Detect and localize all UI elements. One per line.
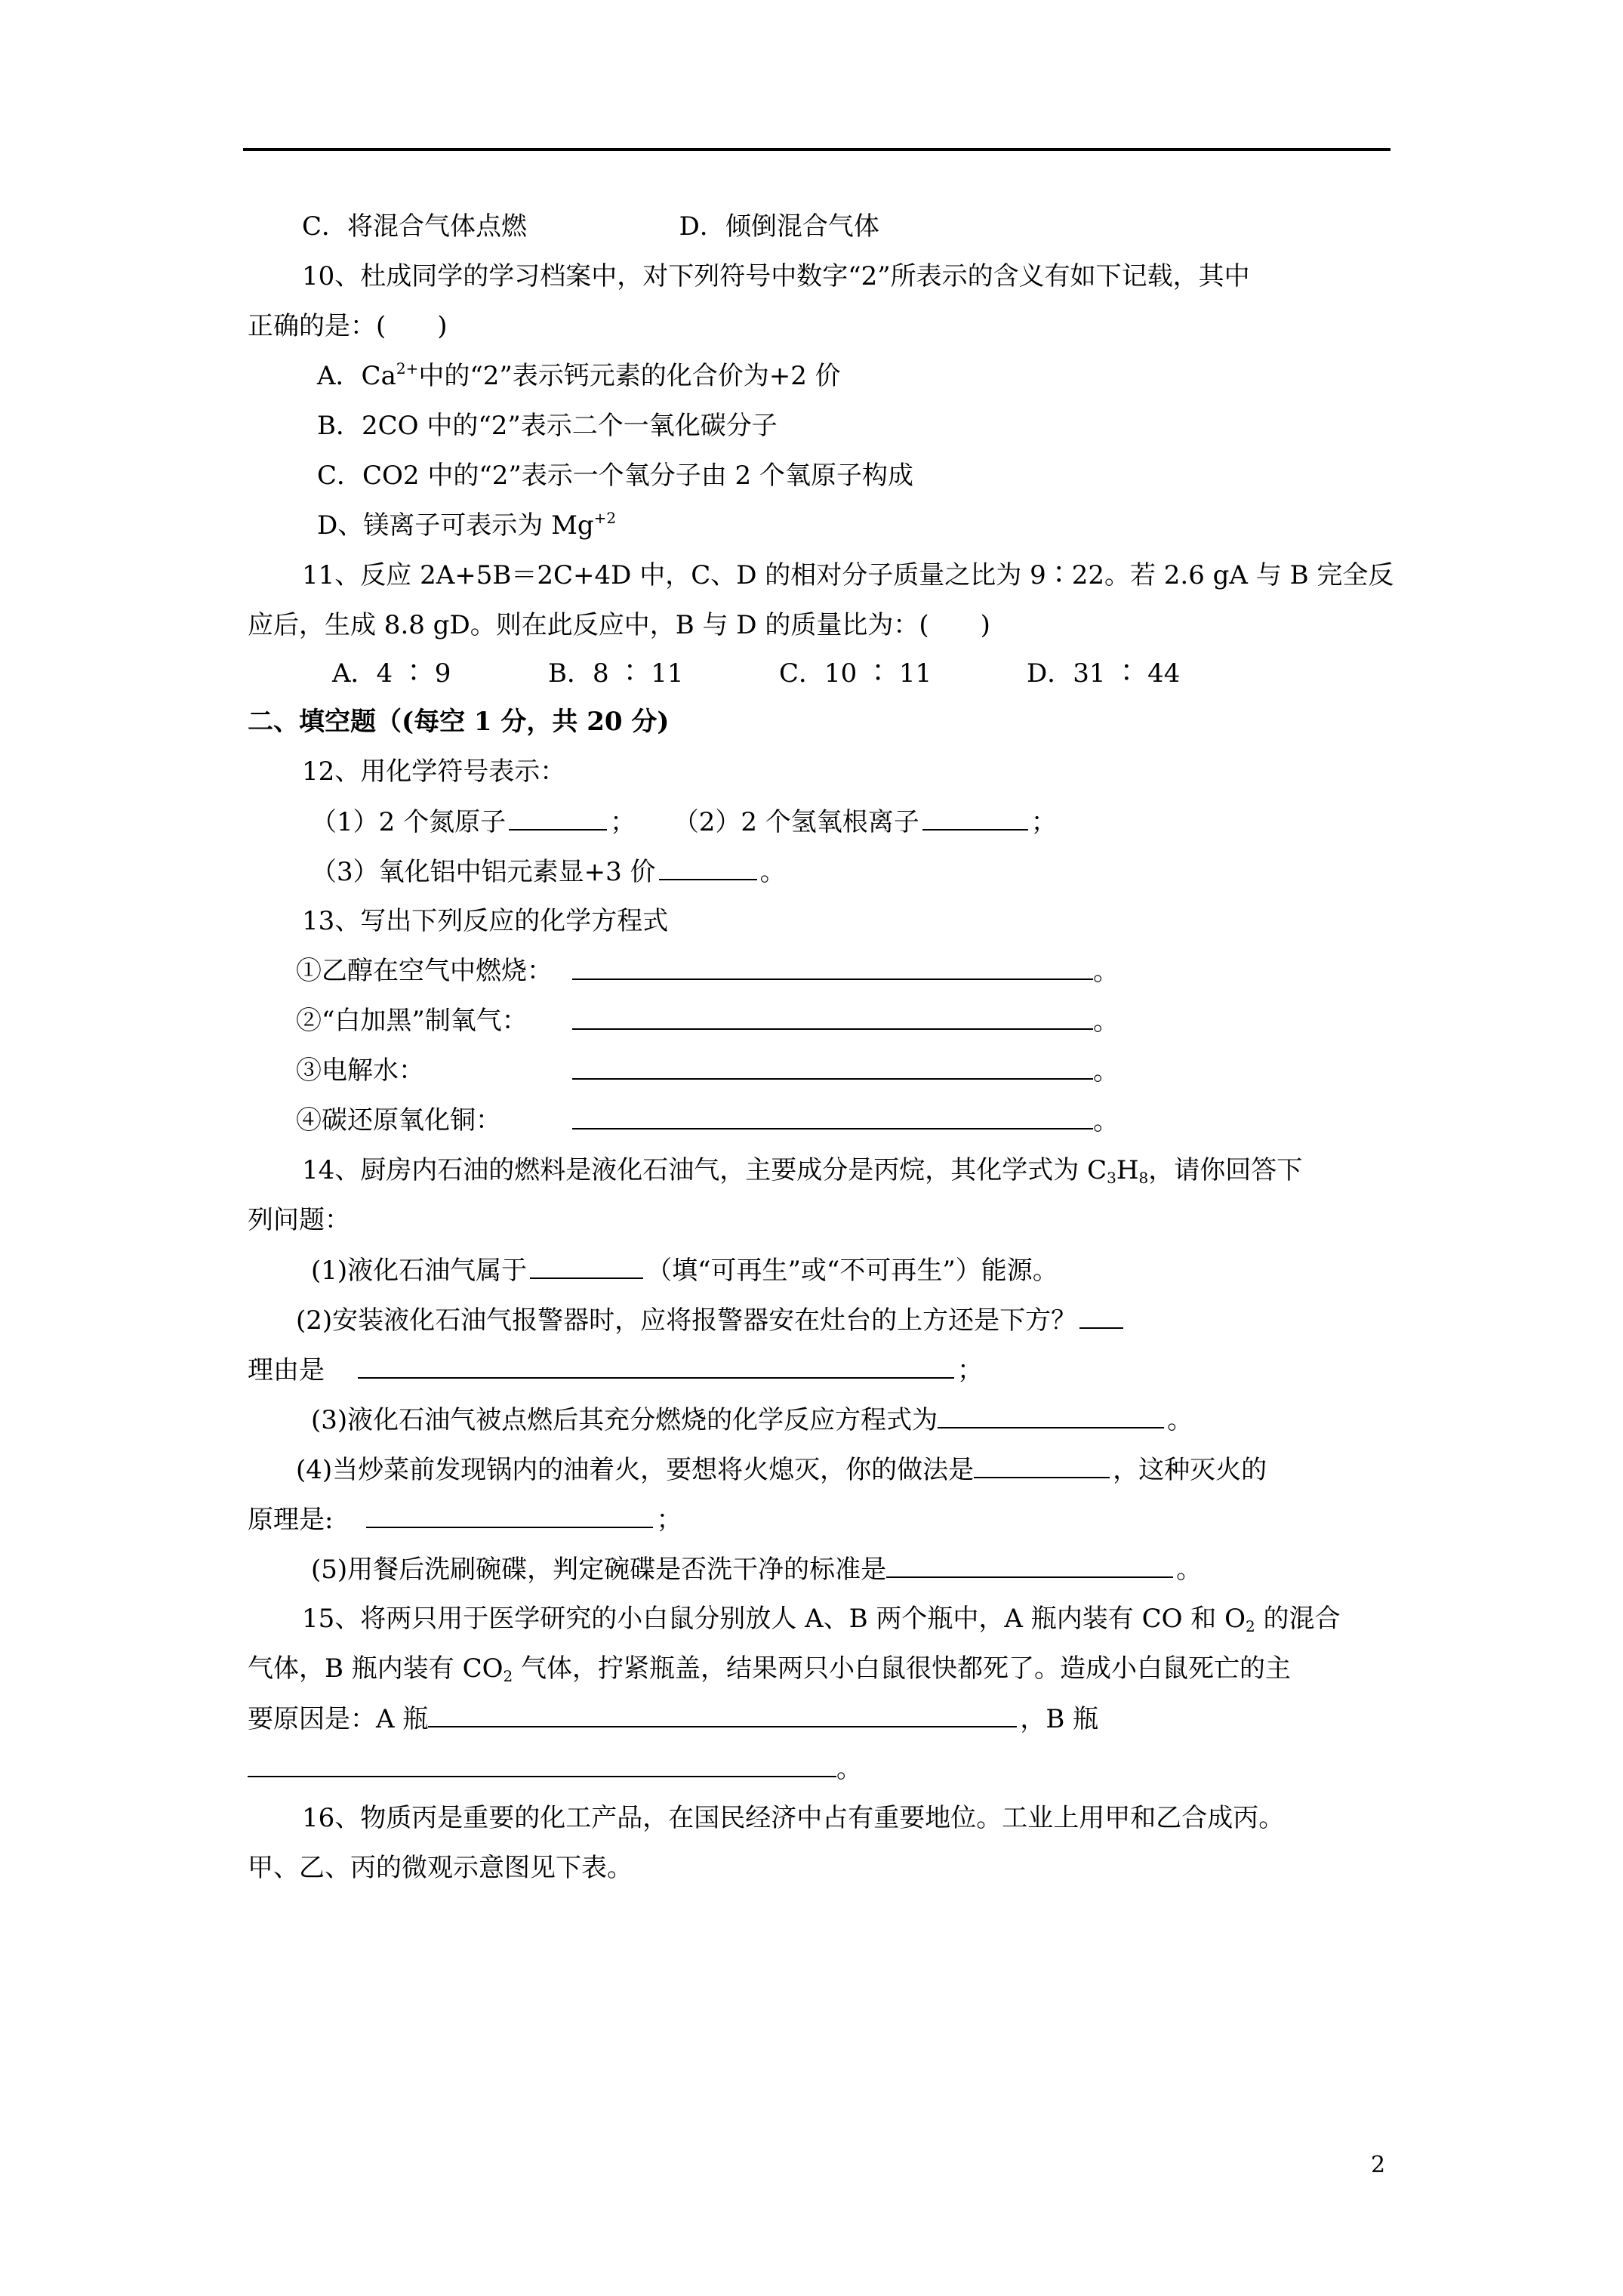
q13-end1: 。: [1093, 957, 1119, 987]
q14-part3-end: 。: [1167, 1405, 1193, 1435]
q14-part5: [311, 1551, 1202, 1588]
q12-blank3[interactable]: [659, 853, 757, 880]
q14-part4-tail: ，这种灭火的: [1113, 1455, 1267, 1485]
q14-stem-text: 14、厨房内石油的燃料是液化石油气，主要成分是丙烷，其化学式为 C: [302, 1155, 1107, 1185]
q15-line2-tail: 气体，拧紧瓶盖，结果两只小白鼠很快都死了。造成小白鼠死亡的主: [513, 1653, 1292, 1684]
q15-line1-text: 15、将两只用于医学研究的小白鼠分别放人 A、B 两个瓶中，A 瓶内装有 CO 和 O: [302, 1604, 1246, 1634]
q11-option-c: C．10 ∶ 11: [779, 658, 932, 689]
q16-stem-line1: 16、物质丙是重要的化工产品，在国民经济中占有重要地位。工业上用甲和乙合成丙。: [302, 1803, 1285, 1833]
q12-line1: [311, 803, 1057, 840]
q15-blank-b[interactable]: [248, 1750, 836, 1777]
q15-stem-line1: [302, 1601, 1341, 1637]
q14-reason-end: ；: [957, 1355, 983, 1385]
q13-answer4: [572, 1102, 1119, 1139]
q14-part3: [311, 1401, 1193, 1438]
q13-item3: ③电解水：: [296, 1056, 424, 1086]
q15-line1-tail: 的混合: [1255, 1604, 1341, 1634]
q10-option-c: C．CO2 中的“2”表示一个氧分子由 2 个氧原子构成: [317, 461, 913, 491]
q13-item1: ①乙醇在空气中燃烧：: [296, 956, 553, 986]
q11-options: [332, 655, 1180, 692]
q14-part2: [296, 1302, 1126, 1339]
q15-line3-tail: ，B 瓶: [1020, 1704, 1099, 1734]
q14-sub-3: 3: [1107, 1169, 1116, 1187]
q9-options: [302, 208, 879, 245]
q15-stem-line2: [248, 1650, 1291, 1687]
q11-option-a: A．4 ∶ 9: [332, 658, 451, 689]
q10-a-superscript: 2+: [396, 359, 419, 378]
q14-stem-line2: 列问题：: [248, 1205, 350, 1235]
q13-item4: ④碳还原氧化铜：: [296, 1105, 501, 1136]
q14-part2-reason: [248, 1351, 983, 1388]
q11-stem-line2: 应后，生成 8.8 gD。则在此反应中，B 与 D 的质量比为：( ): [248, 610, 990, 640]
q15-stem-line3: [248, 1700, 1098, 1737]
q14-reason-label: 理由是: [248, 1355, 325, 1385]
q13-end2: 。: [1093, 1006, 1119, 1037]
q16-stem-line2: 甲、乙、丙的微观示意图见下表。: [248, 1853, 633, 1883]
header-rule: [243, 148, 1390, 151]
q14-reason-blank[interactable]: [358, 1351, 954, 1379]
q11-option-b: B．8 ∶ 11: [548, 658, 684, 689]
q9-option-c: C．将混合气体点燃: [302, 211, 528, 242]
q14-part5-end: 。: [1176, 1555, 1203, 1585]
q14-blank3[interactable]: [938, 1401, 1164, 1428]
q14-blank5[interactable]: [886, 1551, 1173, 1578]
section2-title: 二、填空题（(每空 1 分，共 20 分): [248, 707, 670, 737]
q15-sub-co2: 2: [503, 1667, 513, 1685]
q12-line2: [311, 853, 786, 890]
q14-principle-blank[interactable]: [366, 1501, 653, 1528]
q14-sub-8: 8: [1138, 1169, 1149, 1187]
q13-end4: 。: [1093, 1106, 1119, 1136]
q12-part3-end: 。: [759, 857, 786, 887]
q12-part1: （1）2 个氮原子: [311, 807, 507, 837]
q13-blank2[interactable]: [572, 1003, 1093, 1030]
q14-blank1[interactable]: [530, 1252, 643, 1279]
q14-part4-text: (4)当炒菜前发现锅内的油着火，要想将火熄灭，你的做法是: [296, 1455, 975, 1485]
q12-blank2[interactable]: [922, 803, 1028, 831]
q13-stem: 13、写出下列反应的化学方程式: [302, 906, 669, 936]
q14-principle-label: 原理是:: [248, 1505, 334, 1535]
q12-part2: （2）2 个氢氧根离子: [673, 807, 919, 837]
q14-part2-text: (2)安装液化石油气报警器时，应将报警器安在灶台的上方还是下方？: [296, 1305, 1077, 1336]
q10-d-superscript: +2: [593, 509, 617, 527]
q13-blank4[interactable]: [572, 1102, 1093, 1130]
q14-blank2[interactable]: [1079, 1302, 1123, 1329]
q14-blank4[interactable]: [974, 1451, 1110, 1478]
q14-part1: [311, 1252, 1058, 1289]
q14-stem-tail: ，请你回答下: [1148, 1155, 1303, 1185]
q14-part4: [296, 1451, 1267, 1488]
q13-blank1[interactable]: [572, 953, 1093, 980]
q12-part1-end: ；: [610, 807, 636, 837]
q13-answer1: [572, 953, 1119, 990]
q11-option-d: D．31 ∶ 44: [1027, 658, 1181, 689]
q15-line4: [248, 1750, 862, 1787]
q15-line3-text: 要原因是：A 瓶: [248, 1704, 429, 1734]
q14-part1-tail: （填“可再生”或“不可再生”）能源。: [646, 1256, 1058, 1286]
q12-part2-end: ；: [1030, 807, 1057, 837]
q15-blank-a[interactable]: [428, 1700, 1017, 1727]
q10-stem-line2: 正确的是：( ): [248, 311, 448, 341]
q14-principle-end: ；: [656, 1505, 682, 1535]
q10-d-text: D、镁离子可表示为 Mg: [317, 510, 594, 541]
q9-option-d: D．倾倒混合气体: [679, 211, 879, 242]
q15-end: 。: [836, 1754, 862, 1784]
q14-part4-line2: [248, 1501, 682, 1538]
q13-answer3: [572, 1052, 1119, 1089]
q10-option-a: [317, 358, 841, 394]
q12-part3: （3）氧化铝中铝元素显+3 价: [311, 857, 656, 887]
q10-option-d: [317, 507, 616, 544]
q10-a-text: A．Ca: [317, 361, 396, 391]
q14-stem-line1: [302, 1152, 1302, 1188]
q15-sub-o2: 2: [1245, 1617, 1255, 1635]
q14-stem-h: H: [1116, 1155, 1139, 1185]
q13-end3: 。: [1093, 1056, 1119, 1086]
q10-stem-line1: 10、杜成同学的学习档案中，对下列符号中数字“2”所表示的含义有如下记载，其中: [302, 261, 1250, 291]
q13-blank3[interactable]: [572, 1052, 1093, 1080]
q11-stem-line1: 11、反应 2A+5B＝2C+4D 中，C、D 的相对分子质量之比为 9∶22。若 2.6 gA 与 B 完全反: [302, 560, 1394, 590]
q12-blank1[interactable]: [509, 803, 607, 831]
q13-item2: ②“白加黑”制氧气：: [296, 1006, 528, 1036]
q15-line2-text: 气体，B 瓶内装有 CO: [248, 1653, 504, 1684]
q14-part5-text: (5)用餐后洗刷碗碟，判定碗碟是否洗干净的标准是: [311, 1555, 887, 1585]
q10-option-b: B．2CO 中的“2”表示二个一氧化碳分子: [317, 411, 778, 441]
q14-part1-text: (1)液化石油气属于: [311, 1256, 528, 1286]
q13-answer2: [572, 1003, 1119, 1040]
q10-a-rest: 中的“2”表示钙元素的化合价为+2 价: [418, 361, 841, 391]
page-number: 2: [1371, 2152, 1386, 2178]
q12-stem: 12、用化学符号表示：: [302, 757, 566, 787]
q14-part3-text: (3)液化石油气被点燃后其充分燃烧的化学反应方程式为: [311, 1405, 938, 1435]
